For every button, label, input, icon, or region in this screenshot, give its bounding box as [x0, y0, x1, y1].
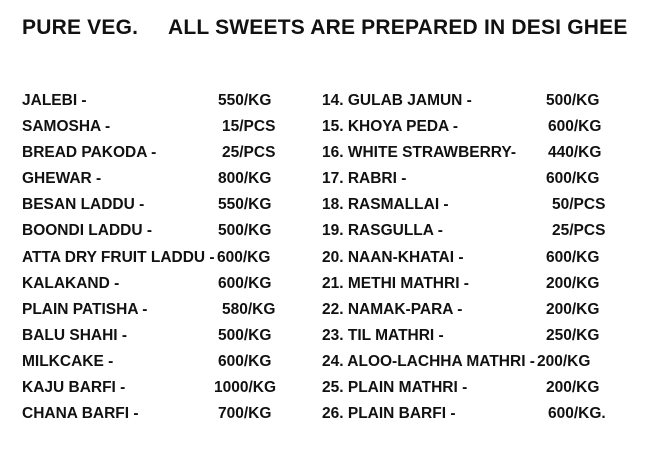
- item-name: 26. PLAIN BARFI -: [322, 405, 456, 423]
- list-item: [22, 170, 312, 196]
- heading-pure-veg: PURE VEG.: [22, 16, 139, 39]
- list-item: [322, 170, 642, 196]
- item-price: 600/KG: [218, 274, 272, 292]
- list-item: [322, 118, 642, 144]
- item-price: 600/KG.: [548, 405, 606, 423]
- item-price: 580/KG: [222, 300, 276, 318]
- item-price: 550/KG: [218, 196, 272, 214]
- item-name: BESAN LADDU -: [22, 196, 145, 214]
- item-name: 21. METHI MATHRI -: [322, 274, 469, 292]
- list-item: [22, 275, 312, 301]
- item-price: 200/KG: [546, 379, 600, 397]
- list-item: [322, 196, 642, 222]
- item-price: 800/KG: [218, 170, 272, 188]
- item-price: 600/KG: [218, 352, 272, 370]
- list-item: [22, 353, 312, 379]
- list-item: [22, 249, 312, 275]
- item-price: 500/KG: [218, 222, 272, 240]
- list-item: [22, 301, 312, 327]
- page-heading: [0, 16, 650, 48]
- list-item: [322, 92, 642, 118]
- item-name: 20. NAAN-KHATAI -: [322, 248, 464, 266]
- item-price: 50/PCS: [552, 196, 606, 214]
- list-item: [322, 301, 642, 327]
- item-price: 600/KG: [546, 248, 600, 266]
- item-name: 15. KHOYA PEDA -: [322, 118, 459, 136]
- list-item: [322, 144, 642, 170]
- right-price-list: [322, 92, 642, 431]
- list-item: [22, 222, 312, 248]
- list-item: [22, 92, 312, 118]
- item-name: 14. GULAB JAMUN -: [322, 92, 472, 109]
- item-name: ATTA DRY FRUIT LADDU -: [22, 248, 215, 266]
- item-price: 1000/KG: [214, 379, 277, 397]
- item-price: 200/KG: [537, 352, 591, 370]
- item-name: MILKCAKE -: [22, 352, 114, 370]
- item-name: PLAIN PATISHA -: [22, 300, 148, 318]
- item-name: 18. RASMALLAI -: [322, 196, 449, 214]
- item-name: 17. RABRI -: [322, 170, 407, 188]
- item-price: 250/KG: [546, 326, 600, 344]
- item-price: 600/KG: [217, 248, 271, 266]
- item-name: 25. PLAIN MATHRI -: [322, 379, 468, 397]
- list-item: [322, 275, 642, 301]
- list-item: [322, 353, 642, 379]
- item-price: 500/KG: [218, 326, 272, 344]
- item-name: KALAKAND -: [22, 274, 120, 292]
- item-name: SAMOSHA -: [22, 118, 111, 136]
- item-price: 25/PCS: [552, 222, 606, 240]
- item-name: 22. NAMAK-PARA -: [322, 300, 463, 318]
- item-name: CHANA BARFI -: [22, 405, 139, 423]
- list-item: [322, 327, 642, 353]
- list-item: [22, 118, 312, 144]
- item-price: 200/KG: [546, 300, 600, 318]
- list-item: [22, 327, 312, 353]
- item-name: BOONDI LADDU -: [22, 222, 153, 240]
- item-name: 23. TIL MATHRI -: [322, 326, 444, 344]
- item-price: 600/KG: [548, 118, 602, 136]
- item-name: JALEBI -: [22, 92, 87, 109]
- item-price: 25/PCS: [222, 144, 276, 162]
- item-name: BREAD PAKODA -: [22, 144, 157, 162]
- item-price: 15/PCS: [222, 118, 276, 136]
- list-item: [322, 222, 642, 248]
- item-price: 600/KG: [546, 170, 600, 188]
- list-item: [22, 196, 312, 222]
- list-item: [22, 405, 312, 431]
- item-name: BALU SHAHI -: [22, 326, 128, 344]
- item-price: 440/KG: [548, 144, 602, 162]
- list-item: [322, 249, 642, 275]
- left-price-list: [22, 92, 312, 431]
- heading-desi-ghee: ALL SWEETS ARE PREPARED IN DESI GHEE: [168, 16, 628, 39]
- list-item: [322, 405, 642, 431]
- item-price: 500/KG: [546, 92, 600, 109]
- item-name: KAJU BARFI -: [22, 379, 126, 397]
- list-item: [22, 144, 312, 170]
- item-price: 700/KG: [218, 405, 272, 423]
- item-name: 24. ALOO-LACHHA MATHRI -: [322, 352, 535, 370]
- item-name: 19. RASGULLA -: [322, 222, 443, 240]
- list-item: [22, 379, 312, 405]
- item-price: 550/KG: [218, 92, 272, 109]
- item-name: 16. WHITE STRAWBERRY-: [322, 144, 517, 162]
- item-price: 200/KG: [546, 274, 600, 292]
- item-name: GHEWAR -: [22, 170, 102, 188]
- list-item: [322, 379, 642, 405]
